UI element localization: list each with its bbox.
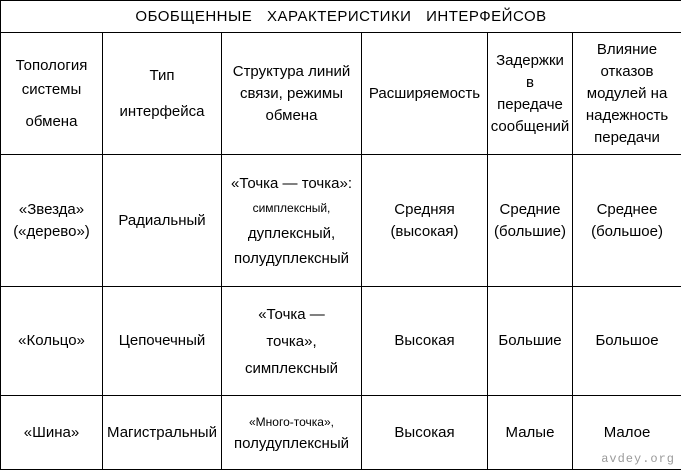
cell-failures xyxy=(573,155,681,287)
header-delays-line: передаче xyxy=(490,94,570,116)
cell-structure xyxy=(222,287,362,396)
header-type xyxy=(103,33,222,155)
header-structure-line: Структура линий xyxy=(224,61,359,83)
header-failures-line: отказов xyxy=(575,61,679,83)
header-failures xyxy=(573,33,681,155)
table-row xyxy=(1,287,681,396)
table-title: ОБОБЩЕННЫЕ ХАРАКТЕРИСТИКИ ИНТЕРФЕЙСОВ xyxy=(1,1,681,33)
cell-delays-line: (большие) xyxy=(490,221,570,243)
cell-scalability xyxy=(362,155,488,287)
cell-structure-line: «Точка — xyxy=(224,301,359,328)
cell-delays-line: Средние xyxy=(490,199,570,221)
cell-structure-line: точка», xyxy=(224,328,359,355)
cell-topology: «Кольцо» xyxy=(1,287,103,396)
header-topology-line: системы xyxy=(3,78,100,102)
header-type-line: интерфейса xyxy=(105,94,219,130)
cell-type: Радиальный xyxy=(103,155,222,287)
cell-topology-line: («дерево») xyxy=(3,221,100,243)
table-row xyxy=(1,396,681,470)
header-structure xyxy=(222,33,362,155)
header-failures-line: передачи xyxy=(575,127,679,149)
header-type-line: Тип xyxy=(105,58,219,94)
header-failures-line: надежность xyxy=(575,105,679,127)
title-row xyxy=(1,1,681,33)
header-topology-line: обмена xyxy=(3,110,100,134)
cell-structure-line: полудуплексный xyxy=(224,246,359,271)
header-structure-line: обмена xyxy=(224,105,359,127)
cell-scalability-line: Средняя xyxy=(364,199,485,221)
cell-structure xyxy=(222,155,362,287)
header-structure-line: связи, режимы xyxy=(224,83,359,105)
cell-structure-line: «Точка — точка»: xyxy=(224,171,359,196)
cell-structure-line: «Много-точка», xyxy=(224,411,359,433)
cell-structure-line: симплексный, xyxy=(224,196,359,221)
table-row xyxy=(1,155,681,287)
cell-failures-line: Среднее xyxy=(575,199,679,221)
header-failures-line: Влияние xyxy=(575,39,679,61)
cell-delays: Малые xyxy=(488,396,573,470)
cell-failures-line: (большое) xyxy=(575,221,679,243)
header-delays-line: в xyxy=(490,72,570,94)
header-topology-line: Топология xyxy=(3,54,100,78)
cell-failures: Большое xyxy=(573,287,681,396)
header-topology xyxy=(1,33,103,155)
cell-topology xyxy=(1,155,103,287)
cell-scalability: Высокая xyxy=(362,396,488,470)
cell-delays xyxy=(488,155,573,287)
header-delays-line: сообщений xyxy=(490,116,570,138)
cell-topology: «Шина» xyxy=(1,396,103,470)
cell-type: Цепочечный xyxy=(103,287,222,396)
cell-structure-line: симплексный xyxy=(224,355,359,382)
header-delays xyxy=(488,33,573,155)
cell-structure-line: полудуплексный xyxy=(224,433,359,455)
header-scalability: Расширяемость xyxy=(362,33,488,155)
cell-type: Магистральный xyxy=(103,396,222,470)
cell-scalability-line: (высокая) xyxy=(364,221,485,243)
cell-topology-line: «Звезда» xyxy=(3,199,100,221)
header-failures-line: модулей на xyxy=(575,83,679,105)
cell-structure xyxy=(222,396,362,470)
header-row xyxy=(1,33,681,155)
watermark: avdey.org xyxy=(601,452,675,466)
cell-failures: Малое xyxy=(573,396,681,470)
cell-scalability: Высокая xyxy=(362,287,488,396)
header-delays-line: Задержки xyxy=(490,50,570,72)
cell-delays: Большие xyxy=(488,287,573,396)
cell-structure-line: дуплексный, xyxy=(224,221,359,246)
